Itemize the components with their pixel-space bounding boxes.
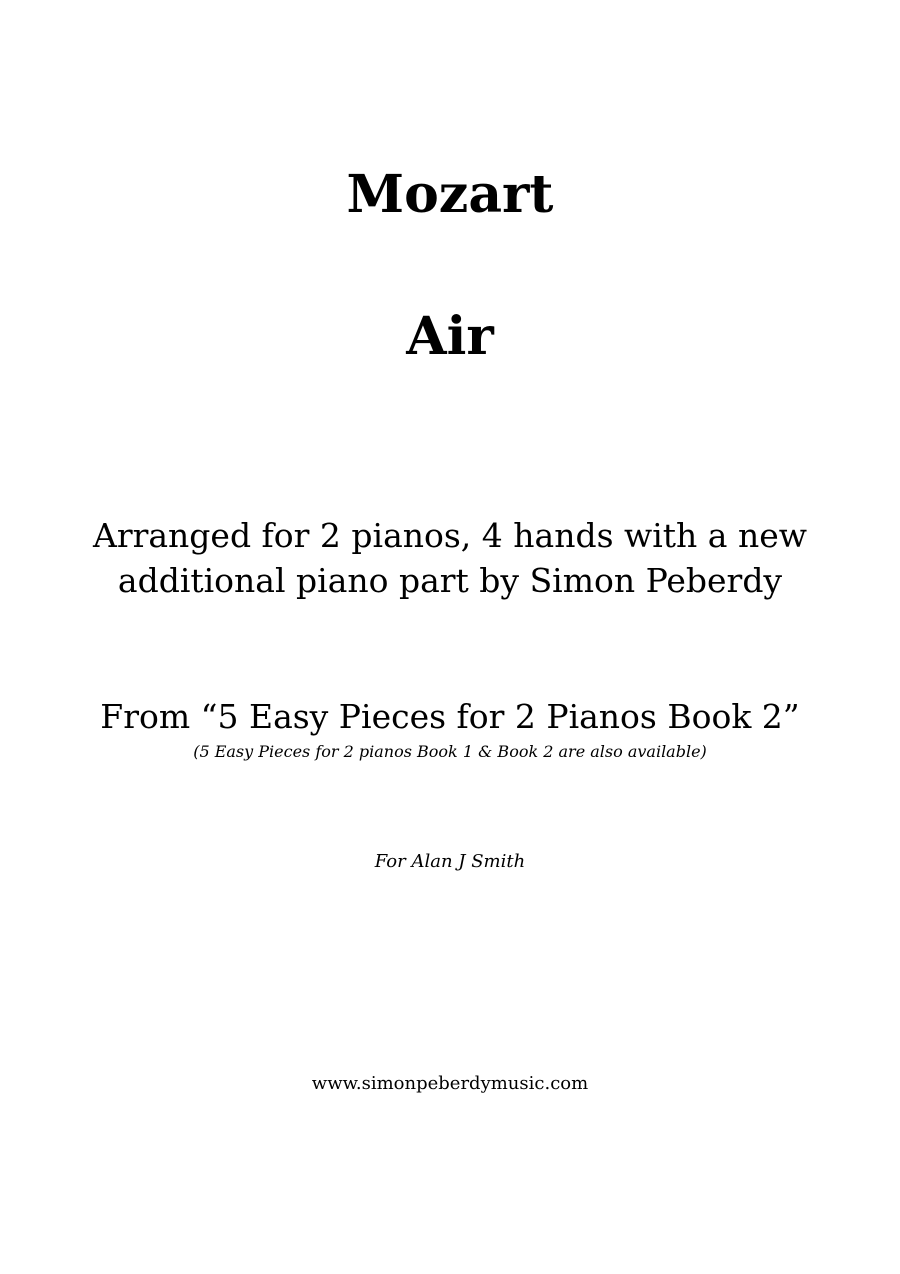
website-url: www.simonpeberdymusic.com xyxy=(311,1073,589,1094)
composer-name: Mozart xyxy=(346,164,554,225)
arrangement-line-1: Arranged for 2 pianos, 4 hands with a new xyxy=(92,516,807,555)
availability-note: (5 Easy Pieces for 2 pianos Book 1 & Book 2 are also available) xyxy=(193,742,707,761)
arrangement-line-2: additional piano part by Simon Peberdy xyxy=(117,561,783,600)
dedication: For Alan J Smith xyxy=(374,851,526,872)
collection-title: From “5 Easy Pieces for 2 Pianos Book 2” xyxy=(100,697,800,736)
piece-title: Air xyxy=(406,306,494,367)
